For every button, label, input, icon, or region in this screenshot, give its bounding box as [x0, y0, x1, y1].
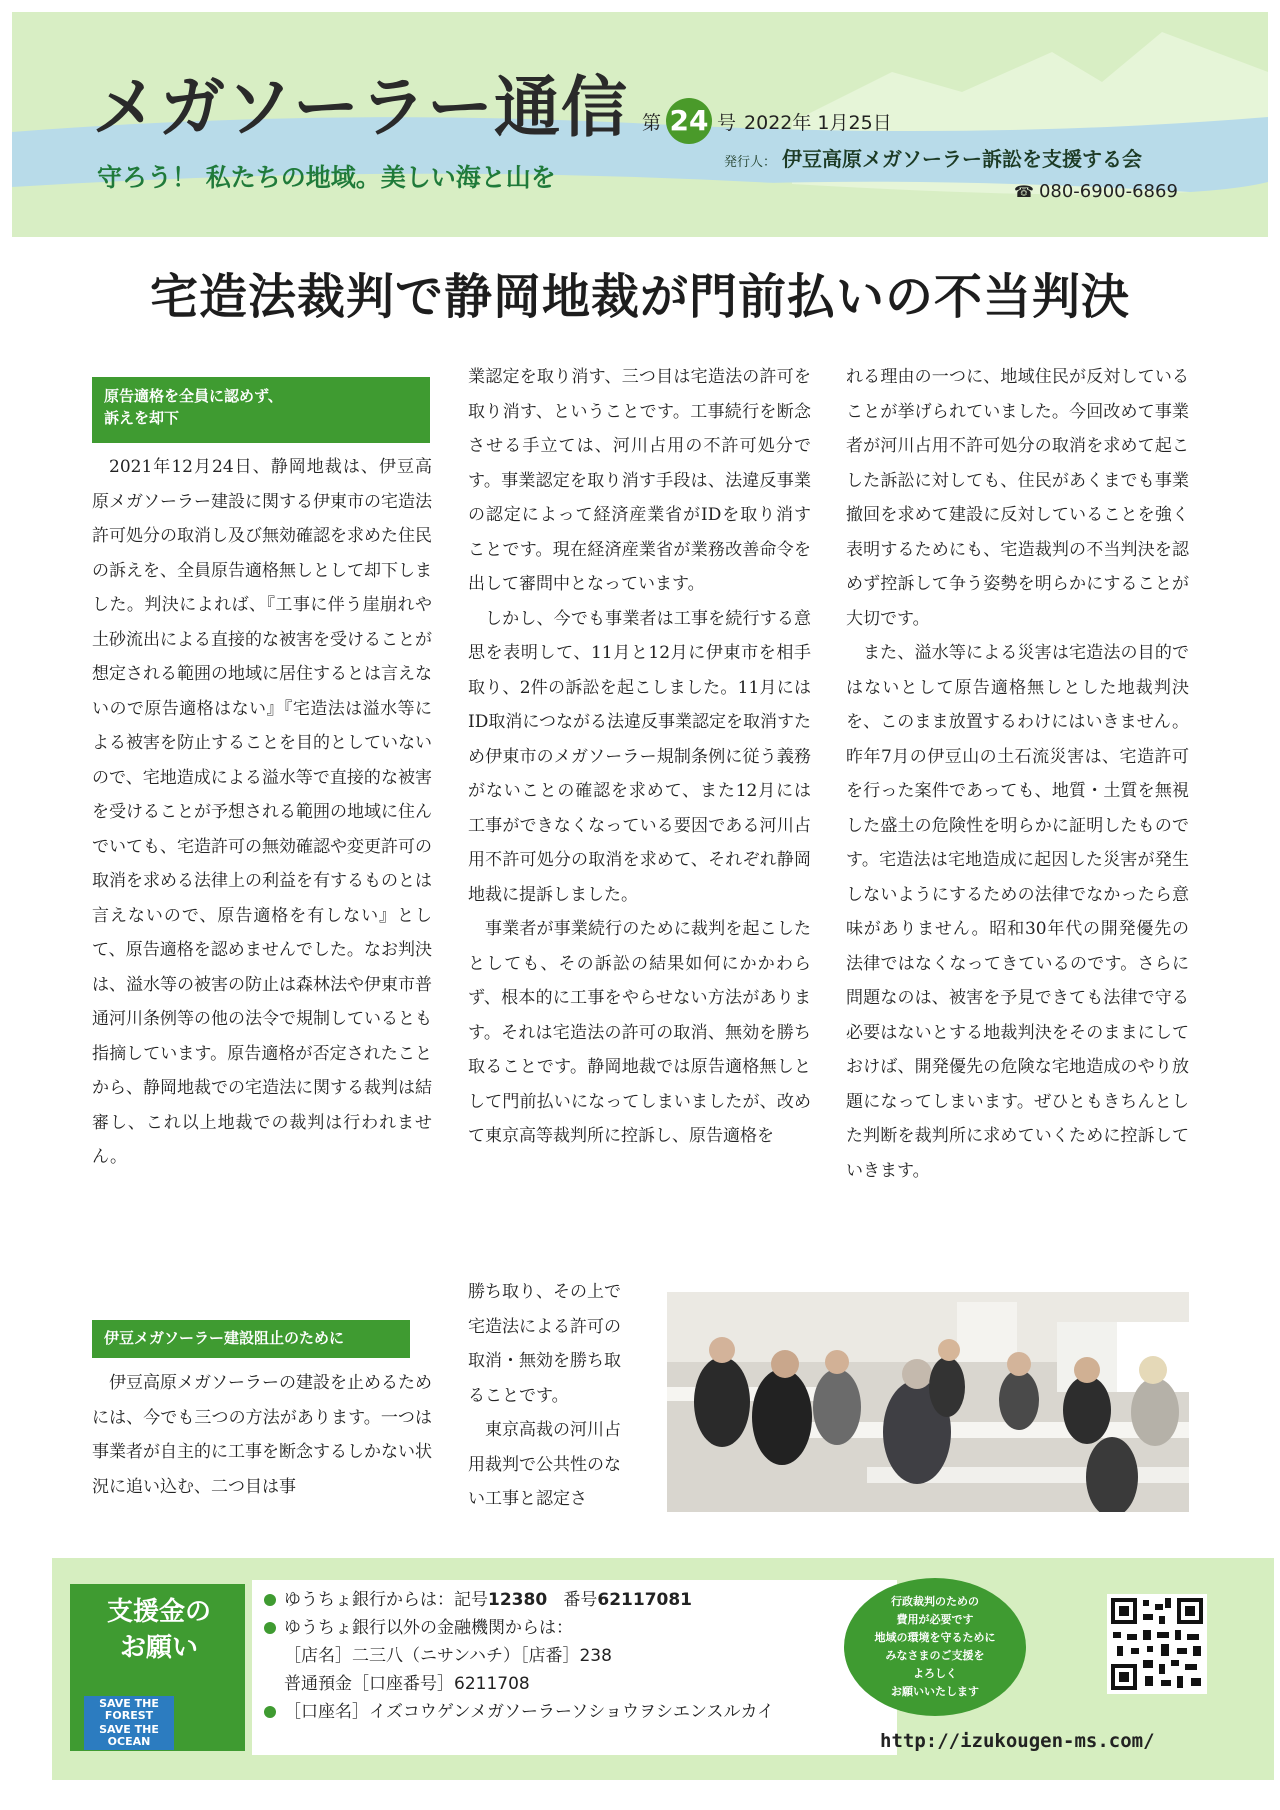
article-column-3: [846, 360, 1189, 1188]
paragraph: 伊豆高原メガソーラーの建設を止めるためには、今でも三つの方法があります。一つは事業者が自主的に工事を断念するしかない状況に追い込む、二つ目は事: [92, 1373, 432, 1497]
publisher-name: 伊豆高原メガソーラー訴訟を支援する会: [782, 147, 1143, 171]
support-footer: [52, 1558, 1274, 1780]
bank1-bango-label: 番号: [563, 1590, 598, 1610]
bank1-kigo: 12380: [488, 1590, 548, 1610]
appeal-line: 行政裁判のための: [891, 1595, 979, 1608]
bank-info: [252, 1580, 897, 1755]
bank1-bango: 62117081: [597, 1590, 693, 1610]
article-column-2: [468, 360, 811, 1154]
section-heading-2: 伊豆メガソーラー建設阻止のために: [92, 1320, 410, 1358]
paragraph: 東京高裁の河川占用裁判で公共性のない工事と認定さ: [468, 1420, 621, 1509]
qr-code-image: [1107, 1594, 1207, 1694]
bank2-branch: ［店名］二三八（ニサンハチ）［店番］238: [284, 1646, 612, 1666]
article-column-1: [92, 450, 432, 1175]
issue-suffix: 号: [717, 111, 737, 134]
fund-title-line1: 支援金の: [106, 1597, 211, 1627]
paragraph: 勝ち取り、その上で宅造法による許可の取消・無効を勝ち取ることです。: [468, 1282, 621, 1406]
paragraph: れる理由の一つに、地域住民が反対していることが挙げられていました。今回改めて事業者が河川占用不許可処分の取消を求めて起こした訴訟に対しても、住民があくまでも事業撤回を求めて建設に反対していることを強く表明するためにも、宅造裁判の不当判決を認めず控訴して争う姿勢を明らかにすることが大切です。: [846, 367, 1189, 629]
meeting-photo-image: [667, 1292, 1189, 1512]
appeal-line: お願いいたします: [891, 1685, 979, 1698]
issue-info: [642, 98, 892, 144]
phone-icon: ☎: [1014, 182, 1034, 201]
headline: 宅造法裁判で静岡地裁が門前払いの不当判決: [149, 269, 1130, 325]
fund-request-box: [70, 1584, 245, 1751]
paragraph: 業認定を取り消す、三つ目は宅造法の許可を取り消す、ということです。工事続行を断念させる手立ては、河川占用の不許可処分です。事業認定を取り消す手段は、法違反事業の認定によって経済産業省がIDを取り消すことです。現在経済産業省が業務改善命令を出して審問中となっています。: [468, 367, 811, 594]
bullet-icon: [264, 1622, 276, 1634]
article-column-2-narrow: [468, 1275, 636, 1517]
fund-title-line2: お願い: [119, 1633, 198, 1663]
bullet-icon: [264, 1706, 276, 1718]
section-heading-1-line1: 原告適格を全員に認めず、: [104, 387, 283, 405]
paragraph: 2021年12月24日、静岡地裁は、伊豆高原メガソーラー建設に関する伊東市の宅造法許可処分の取消し及び無効確認を求めた住民の訴えを、全員原告適格無しとして却下しました。判決によれば、『工事に伴う崖崩れや土砂流出による直接的な被害を受けることが想定される範囲の地域に居住するとは言えないので原告適格はない』『宅造法は溢水等による被害を防止することを目的としていないので、宅地造成による溢水等で直接的な被害を受けることが予想される範囲の地域に住んでいても、宅造許可の無効確認や変更許可の取消を求める法律上の利益を有するものとは言えないので、原告適格を有しない』として、原告適格を認めませんでした。なお判決は、溢水等の被害の防止は森林法や伊東市普通河川条例等の他の法令で規制しているとも指摘しています。原告適格が否定されたことから、静岡地裁での宅造法に関する裁判は結審し、これ以上地裁での裁判は行われません。: [92, 457, 432, 1167]
issue-prefix: 第: [642, 111, 662, 134]
article-column-1b: [92, 1366, 432, 1504]
bank2-label: ゆうちょ銀行以外の金融機関からは：: [284, 1618, 573, 1638]
section-heading-1-line2: 訴えを却下: [104, 409, 180, 427]
newsletter-title: メガソーラー通信: [92, 69, 628, 146]
website-link[interactable]: http://izukougen-ms.com/: [880, 1730, 1155, 1752]
appeal-line: よろしく: [913, 1667, 957, 1680]
section-heading-1: [92, 377, 430, 443]
fund-title: [84, 1594, 234, 1666]
phone-contact: [1014, 181, 1178, 202]
bank1-label: ゆうちょ銀行からは：記号: [284, 1590, 488, 1610]
bank-row-other: [264, 1614, 885, 1642]
paragraph: また、溢水等による災害は宅造法の目的ではないとして原告適格無しとした地裁判決を、このまま放置するわけにはいきません。昨年7月の伊豆山の土石流災害は、宅造許可を行った案件であっても、地質・土質を無視した盛土の危険性を明らかに証明したものです。宅造法は宅地造成に起因した災害が発生しないようにするための法律でなかったら意味がありません。昭和30年代の開発優先の法律ではなくなってきているのです。さらに問題なのは、被害を予見できても法律で守る必要はないとする地裁判決をそのままにしておけば、開発優先の危険な宅地造成のやり放題になってしまいます。ぜひともきちんとした判断を裁判所に求めていくために控訴していきます。: [846, 643, 1189, 1181]
appeal-bubble: [844, 1578, 1026, 1716]
issue-date: 2022年 1月25日: [744, 111, 892, 134]
paragraph: 事業者が事業続行のために裁判を起こしたとしても、その訴訟の結果如何にかかわらず、根本的に工事をやらせない方法があります。それは宅造法の許可の取消、無効を勝ち取ることです。静岡地裁では原告適格無しとして門前払いになってしまいましたが、改めて東京高等裁判所に控訴し、原告適格を: [468, 919, 811, 1146]
appeal-line: みなさまのご支援を: [885, 1649, 985, 1662]
bank2-account: 普通預金［口座番号］6211708: [284, 1674, 530, 1694]
issue-number-badge: 24: [666, 98, 712, 144]
appeal-line: 地域の環境を守るために: [874, 1631, 996, 1644]
slogan: 守ろう！ 私たちの地域。美しい海と山を: [97, 163, 556, 192]
account-name: ［口座名］イズコウゲンメガソーラーソショウヲシエンスルカイ: [284, 1702, 774, 1722]
bank-row-account-name: [264, 1698, 885, 1726]
qr-code[interactable]: [1107, 1594, 1207, 1694]
masthead: [12, 12, 1268, 237]
meeting-photo: [667, 1292, 1189, 1512]
bullet-icon: [264, 1594, 276, 1606]
save-forest-badge: SAVE THE FOREST: [84, 1696, 174, 1724]
appeal-line: 費用が必要です: [896, 1613, 974, 1626]
save-ocean-badge: SAVE THE OCEAN: [84, 1722, 174, 1750]
paragraph: しかし、今でも事業者は工事を続行する意思を表明して、11月と12月に伊東市を相手取り、2件の訴訟を起こしました。11月にはID取消につながる法違反事業認定を取消すため伊東市のメガソーラー規制条例に従う義務がないことの確認を求めて、また12月には工事ができなくなっている要因である河川占用不許可処分の取消を求めて、それぞれ静岡地裁に提訴しました。: [468, 608, 812, 905]
publisher-label: 発行人：: [724, 155, 777, 170]
publisher: [724, 143, 1142, 172]
phone-number: 080-6900-6869: [1038, 181, 1178, 202]
bank-row-yucho: [264, 1586, 885, 1614]
